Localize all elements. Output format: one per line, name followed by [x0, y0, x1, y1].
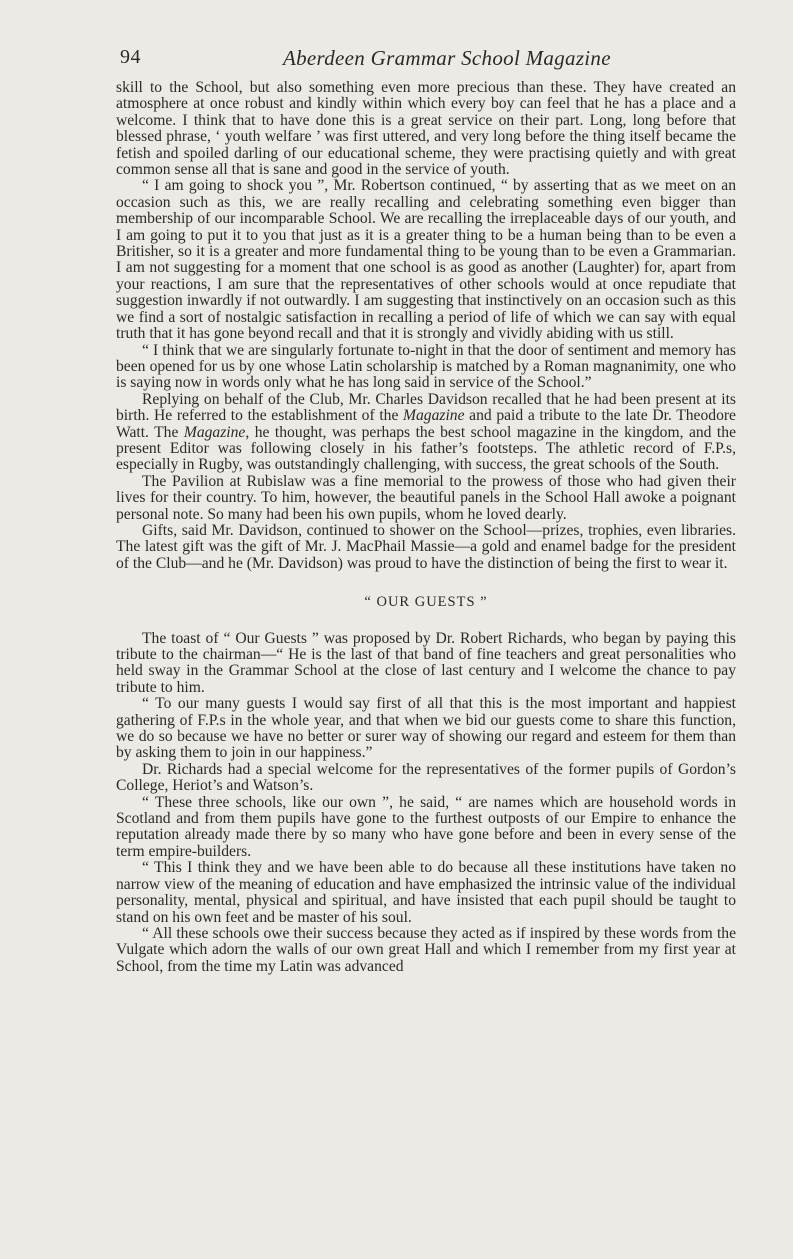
paragraph: The toast of “ Our Guests ” was proposed by Dr. Robert Richards, who began by paying this tribute to the chairman—“ He is the last of that band of fine teachers and great personalities who held sway in the Grammar School at the close of last century and I welcome the chance to pay tribute to him.	[116, 629, 736, 696]
paragraph: “ I am going to shock you ”, Mr. Robertson continued, “ by asserting that as we meet on an occasion such as this, we are really recalling and celebrating something even bigger than membership of our incomparable School. We are recalling the irreplaceable days of our youth, and I am going to put it to you that just as it is a greater thing to be a human being than to be even a Britisher, so it is a greater and more fundamental thing to be young than to be even a Grammarian. I am not suggesting for a moment that one school is as good as another (Laughter) for, apart from your reactions, I am sure that the representatives of other schools would at once repudiate that suggestion inwardly if not outwardly. I am suggesting that instinctively on an occasion such as this we find a sort of nostalgic satisfaction in recalling a period of life of which we can say with equal truth that it has gone beyond recall and that it is strongly and vividly abiding with us still.	[116, 177, 736, 343]
article-body	[116, 80, 736, 975]
paragraph: “ All these schools owe their success because they acted as if inspired by these words from the Vulgate which adorn the walls of our own great Hall and which I remember from my first year at School, from the time my Latin was advanced	[116, 924, 736, 975]
paragraph: The Pavilion at Rubislaw was a fine memorial to the prowess of those who had given their lives for their country. To him, however, the beautiful panels in the School Hall awoke a poignant personal note. So many had been his own pupils, whom he loved dearly.	[116, 472, 736, 523]
paragraph: “ I think that we are singularly fortunate to-night in that the door of sentiment and memory has been opened for us by one whose Latin scholarship is matched by a Roman magnanimity, one who is saying now in words only what he has long said in service of the School.”	[116, 341, 736, 392]
paragraph: “ To our many guests I would say first of all that this is the most important and happiest gathering of F.P.s in the whole year, and that when we bid our guests come to share this function, we do so because we have no better or surer way of showing our regard and esteem for them than by asking them to join in our happiness.”	[116, 695, 736, 762]
running-head	[120, 46, 740, 72]
paragraph: “ These three schools, like our own ”, he said, “ are names which are household words in Scotland and from them pupils have gone to the furthest outposts of our Empire to enhance the reputation already made there by so many who have gone before and been in every sense of the term empire-builders.	[116, 793, 736, 860]
paragraph: Gifts, said Mr. Davidson, continued to shower on the School—prizes, trophies, even libraries. The latest gift was the gift of Mr. J. MacPhail Massie—a gold and enamel badge for the president of the Club—and he (Mr. Davidson) was proud to have the distinction of being the first to wear it.	[116, 521, 736, 572]
magazine-title: Aberdeen Grammar School Magazine	[283, 46, 611, 70]
page-number: 94	[120, 46, 141, 68]
paragraph: Dr. Richards had a special welcome for the representatives of the former pupils of Gordon’s College, Heriot’s and Watson’s.	[116, 760, 736, 795]
paragraph: “ This I think they and we have been able to do because all these institutions have taken no narrow view of the meaning of education and have emphasized the intrinsic value of the individual personality, mental, physical and spiritual, and have insisted that each pupil should be taught to stand on his own feet and be master of his soul.	[116, 859, 736, 926]
paragraph: Replying on behalf of the Club, Mr. Charles Davidson recalled that he had been present at its birth. He referred to the establishment of the Magazine and paid a tribute to the late Dr. Theodore Watt. The Magazine, he thought, was perhaps the best school magazine in the kingdom, and the present Editor was following closely in his father’s footsteps. The athletic record of F.P.s, especially in Rugby, was outstandingly challenging, with success, the great schools of the South.	[116, 390, 736, 474]
paragraph: skill to the School, but also something even more precious than these. They have created an atmosphere at once robust and kindly within which every boy can feel that he has a place and a welcome. I think that to have done this is a great service on their part. Long, long before that blessed phrase, ‘ youth welfare ’ was first uttered, and very long before the thing itself became the fetish and spoiled darling of our educational scheme, they were practising quietly and with great common sense all that is sane and good in the service of youth.	[116, 79, 736, 179]
section-heading: “ OUR GUESTS ”	[364, 594, 488, 611]
